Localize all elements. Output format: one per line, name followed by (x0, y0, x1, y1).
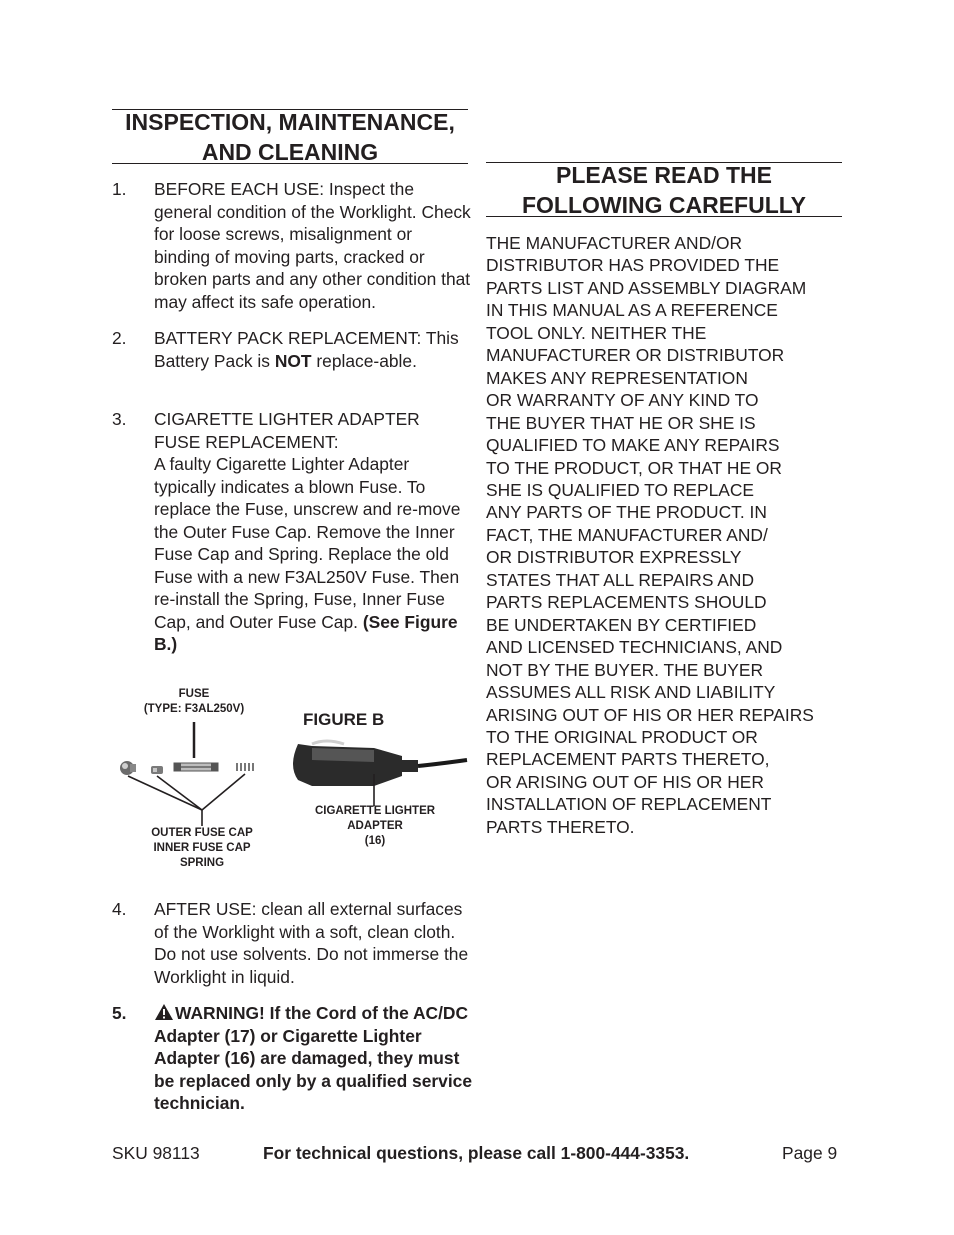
warning-text: If the Cord of the AC/DC Adapter (17) or Cigarette Lighter Adapter (16) are damaged, they must be replaced only by a qualified service technician. (154, 1003, 472, 1113)
disclaimer-line: BE UNDERTAKEN BY CERTIFIED (486, 614, 757, 635)
warning-label: WARNING! (175, 1003, 265, 1023)
disclaimer-line: IN THIS MANUAL AS A REFERENCE (486, 300, 778, 321)
adapter-label-line3: (16) (364, 835, 386, 847)
item-title-line2: FUSE REPLACEMENT: (154, 431, 339, 452)
maintenance-item-4 (112, 898, 472, 988)
disclaimer-line: FACT, THE MANUFACTURER AND/ (486, 524, 768, 545)
item-text: BEFORE EACH USE: Inspect the general condition of the Worklight. Check for loose screws, misalignment or binding of moving parts, cracked or broken parts and any other condition that may affect its safe operation. (154, 179, 471, 312)
disclaimer-line: DISTRIBUTOR HAS PROVIDED THE (486, 255, 780, 276)
disclaimer-line: TOOL ONLY. NEITHER THE (486, 322, 707, 343)
left-heading-bottom-rule (112, 163, 468, 164)
item-text-bold: NOT (274, 350, 312, 371)
adapter-label (300, 804, 450, 849)
maintenance-item-3 (112, 408, 472, 656)
footer-page-number: Page 9 (782, 1143, 838, 1163)
footer-sku: SKU 98113 (112, 1143, 200, 1163)
disclaimer-line: OR DISTRIBUTOR EXPRESSLY (486, 547, 742, 568)
right-heading-line2: FOLLOWING CAREFULLY (521, 192, 807, 218)
item-number: 3. (112, 409, 127, 429)
disclaimer-line: INSTALLATION OF REPLACEMENT (486, 794, 772, 815)
disclaimer-line: NOT BY THE BUYER. THE BUYER (486, 659, 764, 680)
disclaimer-line: AND LICENSED TECHNICIANS, AND (486, 637, 783, 658)
item-text (154, 1002, 472, 1115)
disclaimer-line: SHE IS QUALIFIED TO REPLACE (486, 479, 755, 500)
disclaimer-line: TO THE PRODUCT, OR THAT HE OR (486, 457, 782, 478)
fuse-label (124, 687, 264, 717)
fuse-label-line2: (TYPE: F3AL250V) (143, 703, 245, 715)
disclaimer-line: STATES THAT ALL REPAIRS AND (486, 569, 755, 590)
disclaimer-line: OR WARRANTY OF ANY KIND TO (486, 390, 759, 411)
adapter-label-line1: CIGARETTE LIGHTER (314, 805, 436, 817)
maintenance-item-5 (112, 1002, 472, 1115)
spring-icon (237, 763, 253, 771)
left-heading-line1: INSPECTION, MAINTENANCE, (125, 109, 455, 135)
adapter-label-line2: ADAPTER (347, 820, 403, 832)
caps-label-line1: OUTER FUSE CAP (151, 827, 253, 839)
inner-fuse-cap-icon (151, 766, 163, 774)
disclaimer-line: PARTS LIST AND ASSEMBLY DIAGRAM (486, 277, 807, 298)
right-heading-bottom-rule (486, 216, 842, 217)
left-section-heading (112, 107, 468, 167)
maintenance-item-1 (112, 178, 472, 313)
disclaimer-line: OR ARISING OUT OF HIS OR HER (486, 771, 764, 792)
item-number: 4. (112, 899, 127, 919)
item-body-text: A faulty Cigarette Lighter Adapter typically indicates a blown Fuse. To replace the Fuse, unscrew and re-move the Outer Fuse Cap. Remove the Inner Fuse Cap and Spring. Replace the old Fuse with a new F3AL250V Fuse. Then re-install the Spring, Fuse, Inner Fuse Cap, and Outer Fuse Cap. (154, 454, 461, 632)
disclaimer-line: ANY PARTS OF THE PRODUCT. IN (486, 502, 767, 523)
item-body-bold: (See Figure B.) (154, 611, 458, 654)
fuse-icon (174, 763, 218, 771)
disclaimer-line: THE BUYER THAT HE OR SHE IS (486, 412, 756, 433)
item-number: 5. (112, 1003, 127, 1023)
disclaimer-line: MAKES ANY REPRESENTATION (486, 367, 748, 388)
fuse-label-line1: FUSE (178, 688, 210, 700)
item-text-after: replace-able. (311, 350, 417, 371)
caps-label-line3: SPRING (179, 857, 225, 869)
disclaimer-line: TO THE ORIGINAL PRODUCT OR (486, 726, 758, 747)
disclaimer-text (486, 232, 846, 838)
footer-tech-support: For technical questions, please call 1-800-444-3353. (263, 1143, 690, 1163)
parts-pointer-lines (128, 774, 245, 826)
caps-label-line2: INNER FUSE CAP (153, 842, 251, 854)
item-title-line1: CIGARETTE LIGHTER ADAPTER (154, 409, 420, 429)
warning-triangle-icon (154, 1003, 174, 1021)
item-text (154, 408, 472, 656)
item-body (154, 453, 472, 656)
outer-fuse-cap-icon (120, 761, 136, 775)
item-text-before: BATTERY PACK REPLACEMENT: This Battery Pack is (154, 328, 459, 371)
maintenance-item-2 (112, 327, 472, 372)
disclaimer-line: MANUFACTURER OR DISTRIBUTOR (486, 345, 785, 366)
disclaimer-line: QUALIFIED TO MAKE ANY REPAIRS (486, 435, 780, 456)
cigarette-lighter-adapter-icon (293, 741, 467, 806)
disclaimer-line: PARTS THERETO. (486, 816, 635, 837)
right-heading-line1: PLEASE READ THE (556, 162, 772, 188)
left-heading-line2: AND CLEANING (201, 139, 379, 165)
caps-label (122, 826, 282, 871)
disclaimer-line: THE MANUFACTURER AND/OR (486, 233, 743, 253)
right-section-heading (486, 160, 842, 220)
figure-title: FIGURE B (303, 710, 385, 729)
disclaimer-line: REPLACEMENT PARTS THERETO, (486, 749, 770, 770)
item-text: AFTER USE: clean all external surfaces of the Worklight with a soft, clean cloth. Do not use solvents. Do not immerse the Worklight in liquid. (154, 899, 469, 987)
disclaimer-line: ASSUMES ALL RISK AND LIABILITY (486, 682, 776, 703)
disclaimer-line: PARTS REPLACEMENTS SHOULD (486, 592, 767, 613)
item-number: 2. (112, 328, 127, 348)
item-number: 1. (112, 179, 127, 199)
item-text (154, 327, 472, 372)
disclaimer-line: ARISING OUT OF HIS OR HER REPAIRS (486, 704, 814, 725)
